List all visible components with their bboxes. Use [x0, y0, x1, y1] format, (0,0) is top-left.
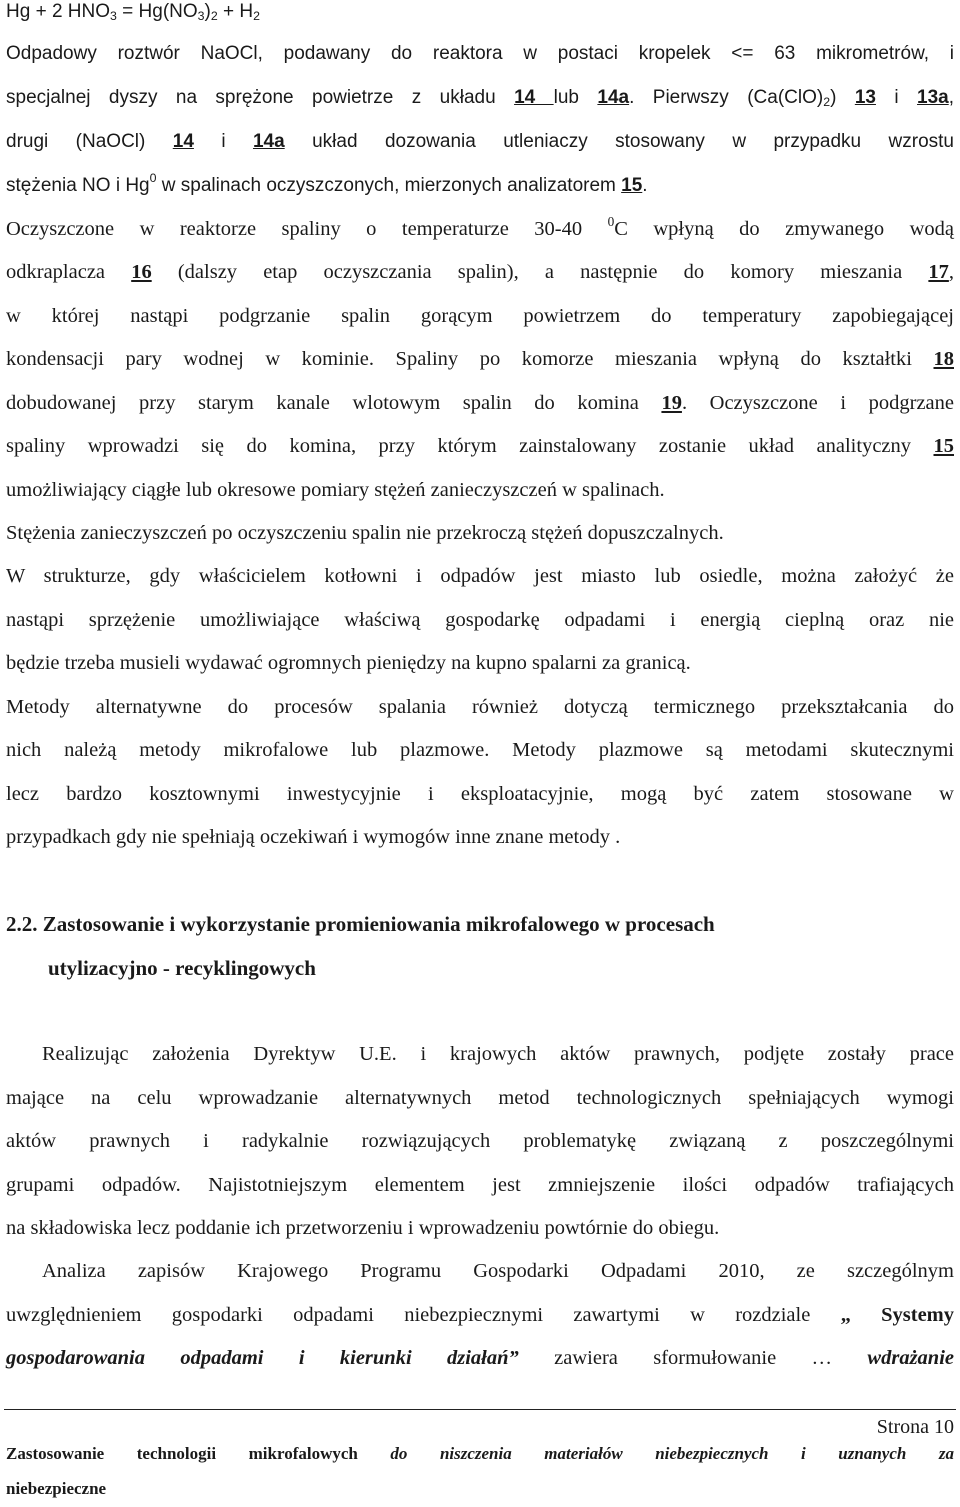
body-line: Odpadowy roztwór NaOCl, podawany do reaktora w postaci kropelek <= 63 mikrometrów, i — [6, 43, 954, 64]
body-line: nastąpi sprzężenie umożliwiające właściwą gospodarkę odpadami i energią cieplną oraz nie — [6, 609, 954, 631]
body-line: Metody alternatywne do procesów spalania również dotyczą termicznego przekształcania do — [6, 696, 954, 718]
paragraph-line: uwzględnieniem gospodarki odpadami niebezpiecznymi zawartymi w rozdziale „ Systemy — [6, 1304, 954, 1326]
body-line: będzie trzeba musieli wydawać ogromnych pieniędzy na kupno spalarni za granicą. — [6, 652, 691, 674]
paragraph-line: gospodarowania odpadami i kierunki działań” zawiera sformułowanie … wdrażanie — [6, 1347, 954, 1369]
page-number: Strona 10 — [876, 1416, 954, 1438]
body-line: Stężenia zanieczyszczeń po oczyszczeniu spalin nie przekroczą stężeń dopuszczalnych. — [6, 522, 724, 544]
body-line: nich należą metody mikrofalowe lub plazmowe. Metody plazmowe są metodami skutecznymi — [6, 739, 954, 761]
paragraph-line: grupami odpadów. Najistotniejszym elementem jest zmniejszenie ilości odpadów trafiających — [6, 1174, 954, 1196]
body-line: drugi (NaOCl) 14 i 14a układ dozowania utleniaczy stosowany w przypadku wzrostu — [6, 131, 954, 152]
footer-title-continued: niebezpieczne — [6, 1479, 107, 1498]
body-line: stężenia NO i Hg$^0$ w spalinach oczyszczonych, mierzonych analizatorem 15. — [6, 171, 648, 196]
body-line: Oczyszczone w reaktorze spaliny o temperaturze 30-40 $^0$C wpłyną do zmywanego wodą — [6, 214, 954, 240]
footer-title: Zastosowanie technologii mikrofalowych do niszczenia materiałów niebezpiecznych i uznanych za — [6, 1444, 954, 1463]
section-title: Zastosowanie i wykorzystanie promieniowania mikrofalowego w procesach — [42, 912, 715, 936]
body-line: kondensacji pary wodnej w kominie. Spaliny po komorze mieszania wpłyną do kształtki 18 — [6, 348, 954, 370]
paragraph-line: aktów prawnych i radykalnie rozwiązujących problematykę związaną z poszczególnymi — [6, 1130, 954, 1152]
section-heading-continued: utylizacyjno - recyklingowych — [48, 956, 316, 980]
paragraph-line: Analiza zapisów Krajowego Programu Gospodarki Odpadami 2010, ze szczególnym — [42, 1260, 954, 1282]
body-line: umożliwiający ciągłe lub okresowe pomiary stężeń zanieczyszczeń w spalinach. — [6, 479, 665, 501]
body-line: odkraplacza 16 (dalszy etap oczyszczania spalin), a następnie do komory mieszania 17, — [6, 261, 954, 283]
body-line: lecz bardzo kosztownymi inwestycyjnie i eksploatacyjnie, mogą być zatem stosowane w — [6, 783, 954, 805]
body-line: spaliny wprowadzi się do komina, przy którym zainstalowany zostanie układ analityczny 15 — [6, 435, 954, 457]
paragraph-line: Realizując założenia Dyrektyw U.E. i krajowych aktów prawnych, podjęte zostały prace — [42, 1043, 954, 1065]
section-heading — [6, 911, 954, 937]
body-line: w której nastąpi podgrzanie spalin gorącym powietrzem do temperatury zapobiegającej — [6, 305, 954, 327]
body-line: przypadkach gdy nie spełniają oczekiwań i wymogów inne znane metody . — [6, 826, 621, 848]
chemical-equation: Hg + 2 $HNO_3 = Hg(NO_3)_2 + H_2$ — [6, 1, 260, 23]
paragraph-line: na składowiska lecz poddanie ich przetworzeniu i wprowadzeniu powtórnie do obiegu. — [6, 1217, 720, 1239]
paragraph-line: mające na celu wprowadzanie alternatywnych metod technologicznych spełniających wymogi — [6, 1087, 954, 1109]
body-line: specjalnej dyszy na sprężone powietrze z układu 14 lub 14a. Pierwszy $(Ca(ClO)_2)$ 13 i 13a, — [6, 87, 954, 109]
body-line: W strukturze, gdy właścicielem kotłowni i odpadów jest miasto lub osiedle, można założyć że — [6, 565, 954, 587]
body-line: dobudowanej przy starym kanale wlotowym spalin do komina 19. Oczyszczone i podgrzane — [6, 392, 954, 414]
section-number: 2.2. — [6, 912, 38, 936]
footer-divider — [4, 1409, 956, 1410]
